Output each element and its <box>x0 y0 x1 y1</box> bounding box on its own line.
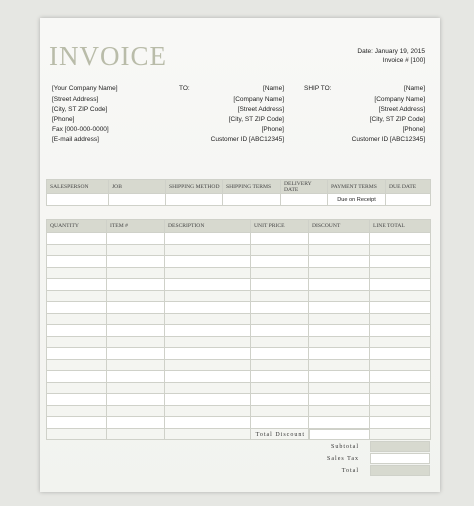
item-number-cell[interactable] <box>107 371 165 383</box>
line-total-cell[interactable] <box>370 267 431 279</box>
item-number-cell[interactable] <box>107 256 165 268</box>
description-cell[interactable] <box>165 233 251 245</box>
line-total-cell[interactable] <box>370 279 431 291</box>
discount-cell[interactable] <box>309 348 370 360</box>
quantity-cell[interactable] <box>47 279 107 291</box>
total-label: Total <box>341 468 359 474</box>
discount-cell[interactable] <box>309 244 370 256</box>
description-cell[interactable] <box>165 359 251 371</box>
col-unit-price: UNIT PRICE <box>251 220 309 233</box>
unit-price-cell[interactable] <box>251 405 309 417</box>
bill-to-company: [Company Name] <box>233 96 284 103</box>
quantity-cell[interactable] <box>47 371 107 383</box>
line-items-body <box>47 233 431 440</box>
line-item-row <box>47 348 431 360</box>
line-item-row <box>47 371 431 383</box>
job-cell[interactable] <box>109 194 166 206</box>
unit-price-cell[interactable] <box>251 244 309 256</box>
line-total-cell[interactable] <box>370 359 431 371</box>
quantity-cell[interactable] <box>47 244 107 256</box>
total-discount-value[interactable] <box>309 429 370 440</box>
company-fax: Fax [000-000-0000] <box>52 126 109 133</box>
description-cell[interactable] <box>165 417 251 429</box>
quantity-cell[interactable] <box>47 233 107 245</box>
col-job: JOB <box>109 180 166 194</box>
line-total-cell[interactable] <box>370 382 431 394</box>
description-cell[interactable] <box>165 336 251 348</box>
bill-to-street: [Street Address] <box>237 106 284 113</box>
item-number-cell[interactable] <box>107 405 165 417</box>
item-number-cell[interactable] <box>107 382 165 394</box>
discount-cell[interactable] <box>309 417 370 429</box>
unit-price-cell[interactable] <box>251 359 309 371</box>
line-total-cell[interactable] <box>370 233 431 245</box>
quantity-cell[interactable] <box>47 405 107 417</box>
line-item-row <box>47 359 431 371</box>
col-delivery-date: DELIVERY DATE <box>281 180 328 194</box>
line-total-cell[interactable] <box>370 348 431 360</box>
bill-to-customer-id: Customer ID [ABC12345] <box>210 136 284 143</box>
bill-to-label: TO: <box>179 85 190 92</box>
line-item-row <box>47 382 431 394</box>
invoice-date: Date: January 19, 2015 <box>357 48 425 55</box>
discount-cell[interactable] <box>309 394 370 406</box>
item-number-cell[interactable] <box>107 279 165 291</box>
description-cell[interactable] <box>165 290 251 302</box>
company-street: [Street Address] <box>52 96 99 103</box>
discount-cell[interactable] <box>309 233 370 245</box>
shipping-terms-cell[interactable] <box>223 194 281 206</box>
unit-price-cell[interactable] <box>251 279 309 291</box>
discount-cell[interactable] <box>309 405 370 417</box>
line-total-cell[interactable] <box>370 290 431 302</box>
line-total-cell[interactable] <box>370 428 431 440</box>
line-item-row <box>47 313 431 325</box>
line-items-table <box>46 219 431 440</box>
item-number-cell[interactable] <box>107 359 165 371</box>
unit-price-cell[interactable] <box>251 256 309 268</box>
col-item-number: ITEM # <box>107 220 165 233</box>
company-city: [City, ST ZIP Code] <box>52 106 108 113</box>
bill-to-name: [Name] <box>263 85 284 92</box>
ship-to-company: [Company Name] <box>374 96 425 103</box>
line-item-row <box>47 417 431 429</box>
quantity-cell[interactable] <box>47 313 107 325</box>
item-number-cell[interactable] <box>107 348 165 360</box>
col-quantity: QUANTITY <box>47 220 107 233</box>
total-discount-label: Total Discount <box>255 432 305 438</box>
line-item-row <box>47 267 431 279</box>
item-number-cell[interactable] <box>107 267 165 279</box>
description-cell[interactable] <box>165 256 251 268</box>
col-due-date: DUE DATE <box>386 180 431 194</box>
discount-cell[interactable] <box>309 290 370 302</box>
item-number-cell[interactable] <box>107 428 165 440</box>
discount-cell[interactable] <box>309 267 370 279</box>
quantity-cell[interactable] <box>47 302 107 314</box>
col-discount: DISCOUNT <box>309 220 370 233</box>
invoice-title: INVOICE <box>49 41 167 71</box>
unit-price-cell[interactable] <box>251 267 309 279</box>
item-number-cell[interactable] <box>107 244 165 256</box>
unit-price-cell[interactable] <box>251 325 309 337</box>
col-line-total: LINE TOTAL <box>370 220 431 233</box>
line-total-cell[interactable] <box>370 256 431 268</box>
bill-to-city: [City, ST ZIP Code] <box>228 116 284 123</box>
description-cell[interactable] <box>165 279 251 291</box>
unit-price-cell[interactable] <box>251 336 309 348</box>
line-total-cell[interactable] <box>370 244 431 256</box>
quantity-cell[interactable] <box>47 359 107 371</box>
quantity-cell[interactable] <box>47 348 107 360</box>
unit-price-cell[interactable] <box>251 394 309 406</box>
salesperson-cell[interactable] <box>47 194 109 206</box>
col-shipping-method: SHIPPING METHOD <box>166 180 223 194</box>
unit-price-cell[interactable] <box>251 417 309 429</box>
line-item-row <box>47 256 431 268</box>
delivery-date-cell[interactable] <box>281 194 328 206</box>
description-cell[interactable] <box>165 394 251 406</box>
due-date-cell[interactable] <box>386 194 431 206</box>
line-total-cell[interactable] <box>370 313 431 325</box>
quantity-cell[interactable] <box>47 267 107 279</box>
line-item-row <box>47 405 431 417</box>
quantity-cell[interactable] <box>47 394 107 406</box>
description-cell[interactable] <box>165 371 251 383</box>
col-salesperson: SALESPERSON <box>47 180 109 194</box>
col-shipping-terms: SHIPPING TERMS <box>223 180 281 194</box>
line-item-row <box>47 325 431 337</box>
discount-cell[interactable] <box>309 382 370 394</box>
item-number-cell[interactable] <box>107 417 165 429</box>
quantity-cell[interactable] <box>47 382 107 394</box>
subtotal-value[interactable] <box>370 441 430 452</box>
unit-price-cell[interactable] <box>251 348 309 360</box>
item-number-cell[interactable] <box>107 313 165 325</box>
ship-to-customer-id: Customer ID [ABC12345] <box>351 136 425 143</box>
line-item-row <box>47 394 431 406</box>
unit-price-cell[interactable] <box>251 233 309 245</box>
quantity-cell[interactable] <box>47 325 107 337</box>
item-number-cell[interactable] <box>107 290 165 302</box>
ship-to-street: [Street Address] <box>378 106 425 113</box>
discount-cell[interactable] <box>309 336 370 348</box>
discount-cell[interactable] <box>309 359 370 371</box>
discount-cell[interactable] <box>309 256 370 268</box>
item-number-cell[interactable] <box>107 394 165 406</box>
discount-cell[interactable] <box>309 371 370 383</box>
description-cell[interactable] <box>165 325 251 337</box>
line-item-row <box>47 279 431 291</box>
line-item-row <box>47 290 431 302</box>
company-name: [Your Company Name] <box>52 85 118 92</box>
ship-to-phone: [Phone] <box>402 126 425 133</box>
description-cell[interactable] <box>165 302 251 314</box>
quantity-cell[interactable] <box>47 428 107 440</box>
discount-cell[interactable] <box>309 279 370 291</box>
unit-price-cell[interactable] <box>251 313 309 325</box>
line-total-cell[interactable] <box>370 417 431 429</box>
line-item-row <box>47 233 431 245</box>
unit-price-cell[interactable] <box>251 382 309 394</box>
total-value[interactable] <box>370 465 430 476</box>
discount-cell[interactable] <box>309 325 370 337</box>
sales-tax-label: Sales Tax <box>327 456 359 462</box>
discount-cell[interactable] <box>309 313 370 325</box>
quantity-cell[interactable] <box>47 417 107 429</box>
shipping-table <box>46 179 431 206</box>
item-number-cell[interactable] <box>107 302 165 314</box>
line-item-row <box>47 336 431 348</box>
col-description: DESCRIPTION <box>165 220 251 233</box>
unit-price-cell[interactable] <box>251 371 309 383</box>
description-cell[interactable] <box>165 348 251 360</box>
line-total-cell[interactable] <box>370 371 431 383</box>
quantity-cell[interactable] <box>47 256 107 268</box>
line-total-cell[interactable] <box>370 302 431 314</box>
item-number-cell[interactable] <box>107 336 165 348</box>
bill-to-phone: [Phone] <box>261 126 284 133</box>
description-cell[interactable] <box>165 267 251 279</box>
invoice-number: Invoice # [100] <box>382 57 425 64</box>
unit-price-cell[interactable] <box>251 302 309 314</box>
ship-to-name: [Name] <box>404 85 425 92</box>
payment-terms-cell[interactable]: Due on Receipt <box>328 194 386 206</box>
description-cell[interactable] <box>165 244 251 256</box>
ship-to-city: [City, ST ZIP Code] <box>369 116 425 123</box>
quantity-cell[interactable] <box>47 336 107 348</box>
discount-cell[interactable] <box>309 302 370 314</box>
line-total-cell[interactable] <box>370 325 431 337</box>
line-total-cell[interactable] <box>370 336 431 348</box>
company-phone: [Phone] <box>52 116 75 123</box>
line-item-row <box>47 302 431 314</box>
line-item-row <box>47 244 431 256</box>
description-cell[interactable] <box>165 382 251 394</box>
description-cell[interactable] <box>165 405 251 417</box>
item-number-cell[interactable] <box>107 233 165 245</box>
line-total-cell[interactable] <box>370 394 431 406</box>
subtotal-label: Subtotal <box>330 444 359 450</box>
sales-tax-value[interactable] <box>370 453 430 464</box>
item-number-cell[interactable] <box>107 325 165 337</box>
col-payment-terms: PAYMENT TERMS <box>328 180 386 194</box>
company-email: [E-mail address] <box>52 136 99 143</box>
line-total-cell[interactable] <box>370 405 431 417</box>
description-cell[interactable] <box>165 313 251 325</box>
quantity-cell[interactable] <box>47 290 107 302</box>
ship-to-label: SHIP TO: <box>304 85 332 92</box>
shipping-method-cell[interactable] <box>166 194 223 206</box>
unit-price-cell[interactable] <box>251 290 309 302</box>
